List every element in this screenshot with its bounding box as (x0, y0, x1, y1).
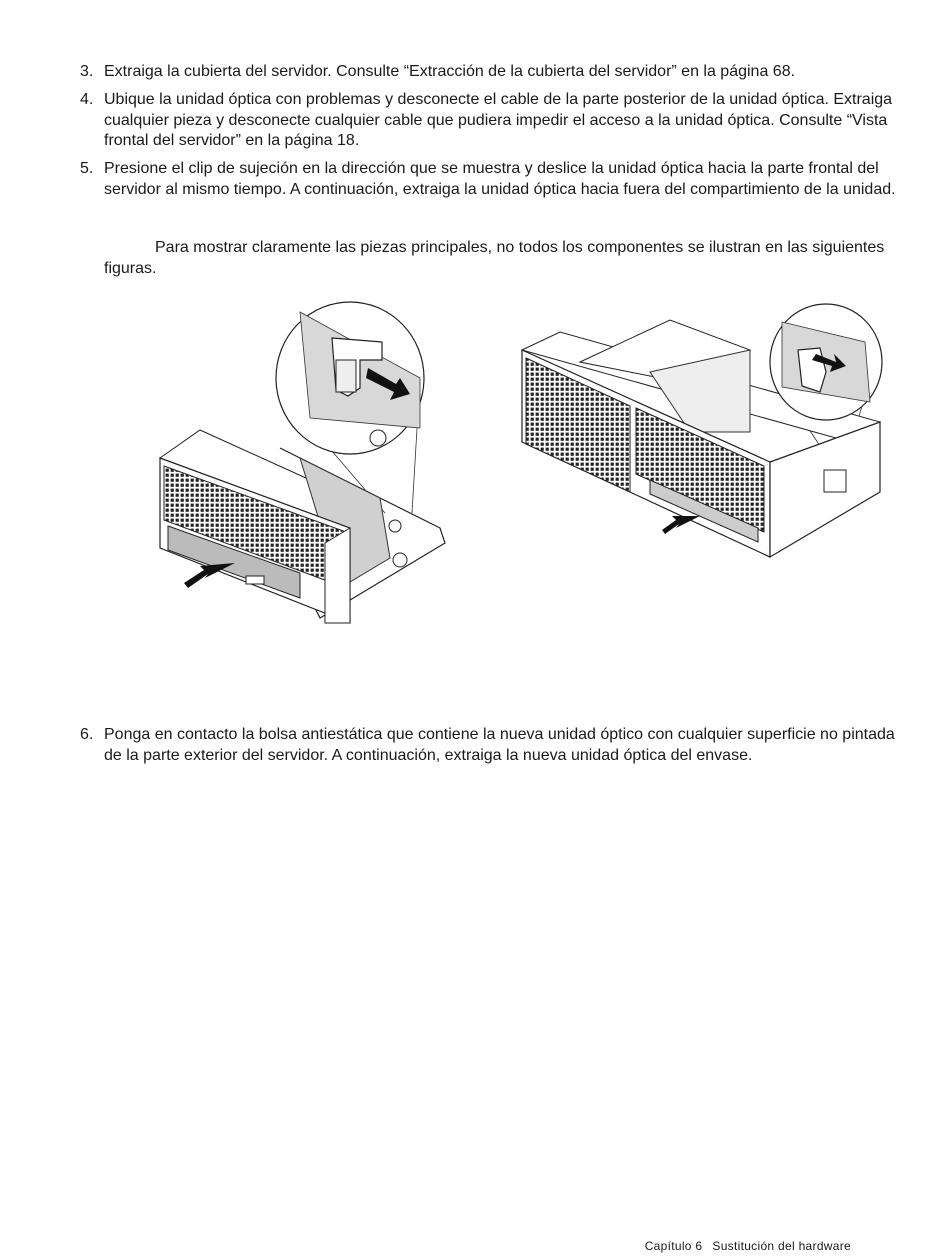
step-number: 5. (80, 160, 94, 177)
page-footer (645, 1239, 851, 1253)
step-number: 3. (80, 63, 94, 80)
step-text: Ponga en contacto la bolsa antiestática que contiene la nueva unidad óptico con cualquier superficie no pintada de la parte exterior del servidor. A continuación, extraiga la nueva unidad óptica del envase. (104, 726, 895, 764)
step-number: 6. (80, 726, 94, 743)
direction-arrow (184, 563, 235, 588)
footer-title: Sustitución del hardware (712, 1239, 851, 1253)
step-3 (80, 62, 910, 83)
step-text: Ubique la unidad óptica con problemas y desconecte el cable de la parte posterior de la unidad óptica. Extraiga cualquier pieza y desconecte cualquier cable que pudiera impedir el acceso a la unidad óptica. Consulte “Vista frontal del servidor” en la página 18. (104, 91, 893, 149)
step-5 (80, 159, 910, 200)
step-4 (80, 90, 910, 152)
optical-drive-removal-left-figure (150, 298, 455, 628)
clip-zoom-detail (276, 302, 424, 454)
step-text: Presione el clip de sujeción en la dirección que se muestra y deslice la unidad óptica hacia la parte frontal del servidor al mismo tiempo. A continuación, extraiga la unidad óptica hacia fuera del compartimiento de la unidad. (104, 160, 896, 198)
figure-note: Para mostrar claramente las piezas principales, no todos los componentes se ilustran en las siguientes figuras. (104, 239, 885, 277)
direction-arrow (662, 516, 700, 534)
drive-cage (160, 430, 445, 623)
optical-drive-removal-right-figure (520, 302, 885, 562)
footer-chapter: Capítulo 6 (644, 1239, 703, 1253)
step-number: 4. (80, 91, 94, 108)
clip-zoom-detail (770, 304, 882, 420)
step-text: Extraiga la cubierta del servidor. Consulte “Extracción de la cubierta del servidor” en la página 68. (104, 63, 796, 80)
step-6 (80, 725, 910, 766)
